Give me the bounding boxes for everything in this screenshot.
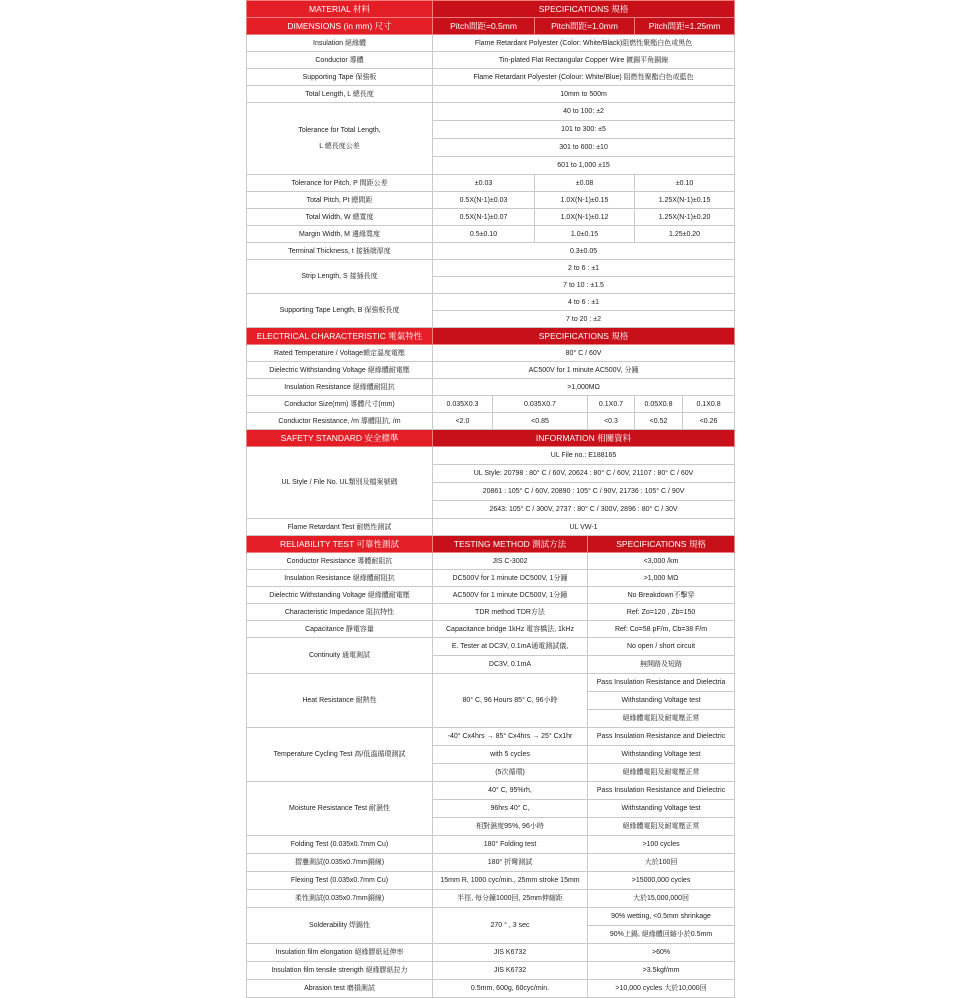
row-label: Insulation Resistance 絕緣體耐阻抗 <box>247 379 433 396</box>
row-spec: >3.5kgf/mm <box>588 962 735 980</box>
pitch-row <box>247 175 735 192</box>
continuity-row <box>247 638 735 656</box>
row-label: Folding Test (0.035x0.7mm Cu) <box>247 836 433 854</box>
row-value: 301 to 600: ±10 <box>433 139 735 157</box>
row-label: Conductor Size(mm) 導體尺寸(mm) <box>247 396 433 413</box>
reliability-row <box>247 587 735 604</box>
spec-table <box>246 0 735 998</box>
row-spec: 大於15,000,000回 <box>588 890 735 908</box>
row-label: Conductor Resistance 導體耐阻抗 <box>247 553 433 570</box>
conductor-resistance-row <box>247 413 735 430</box>
row-value: 1.25±0.20 <box>635 226 735 243</box>
row-value: Flame Retardant Polyester (Color: White/Black)阻燃性聚酯白色或黑色 <box>433 35 735 52</box>
row-method: (5次循環) <box>433 764 588 782</box>
row-value: <0.3 <box>588 413 635 430</box>
electrical-row <box>247 362 735 379</box>
row-label: Total Width, W 總寬度 <box>247 209 433 226</box>
row-spec: 絕緣體電阻及耐電壓正常 <box>588 710 735 728</box>
heat-row <box>247 674 735 692</box>
row-spec: Withstanding Voltage test <box>588 746 735 764</box>
row-label: 摺疊測試(0.035x0.7mm銅線) <box>247 854 433 872</box>
row-value: 1.0X(N-1)±0.12 <box>535 209 635 226</box>
row-value: 40 to 100: ±2 <box>433 103 735 121</box>
row-label: Temperature Cycling Test 高/低溫循環測試 <box>247 728 433 782</box>
row-spec: 絕緣體電阻及耐電壓正常 <box>588 818 735 836</box>
row-spec: 90% wetting, <0.5mm shrinkage <box>588 908 735 926</box>
row-value: ±0.03 <box>433 175 535 192</box>
testing-method-header: TESTING METHOD 測試方法 <box>433 536 588 553</box>
row-spec: 無開路及短路 <box>588 656 735 674</box>
tolerance-length-label <box>247 103 433 175</box>
row-spec: No open / short circuit <box>588 638 735 656</box>
row-label: Flame Retardant Test 耐燃性測試 <box>247 519 433 536</box>
reliability-header: RELIABILITY TEST 可靠性測試 <box>247 536 433 553</box>
reliability-row <box>247 553 735 570</box>
row-label: Continuity 通電測試 <box>247 638 433 674</box>
flexing-row <box>247 872 735 890</box>
material-spec-header: SPECIFICATIONS 規格 <box>433 1 735 18</box>
row-value: <0.52 <box>635 413 683 430</box>
dimensions-header-row <box>247 18 735 35</box>
row-spec: Pass Insulation Resistance and Dielectric <box>588 728 735 746</box>
tail-row <box>247 962 735 980</box>
reliability-spec-header: SPECIFICATIONS 規格 <box>588 536 735 553</box>
row-value: <2.0 <box>433 413 493 430</box>
row-value: 1.0X(N-1)±0.15 <box>535 192 635 209</box>
tail-row <box>247 980 735 998</box>
row-method: DC500V for 1 minute DC500V, 1分鐘 <box>433 570 588 587</box>
material-header-row <box>247 1 735 18</box>
row-value: Flame Retardant Polyester (Colour: White/Blue) 阻燃性聚酯白色或藍色 <box>433 69 735 86</box>
row-method: 相對濕度95%, 96小時 <box>433 818 588 836</box>
row-label: Conductor Resistance, /m 導體阻抗, /m <box>247 413 433 430</box>
pitch-row <box>247 209 735 226</box>
row-method: 半徑, 每分鐘1000回, 25mm伸縮距 <box>433 890 588 908</box>
row-value: UL VW-1 <box>433 519 735 536</box>
row-label: Supporting Tape 保強板 <box>247 69 433 86</box>
row-spec: Withstanding Voltage test <box>588 692 735 710</box>
row-label: UL Style / File No. UL類別及檔案號碼 <box>247 447 433 519</box>
row-value: 0.3±0.05 <box>433 243 735 260</box>
row-label: Terminal Thickness, t 接插端厚度 <box>247 243 433 260</box>
row-value: 1.25X(N-1)±0.20 <box>635 209 735 226</box>
row-spec: Ref: Co=58 pF/m, Cb=38 F/m <box>588 621 735 638</box>
row-value: 0.05X0.8 <box>635 396 683 413</box>
pitch-row <box>247 192 735 209</box>
row-label: Dielectric Withstanding Voltage 絕緣體耐電壓 <box>247 587 433 604</box>
row-method: 80° C, 96 Hours 85° C, 96小時 <box>433 674 588 728</box>
reliability-row <box>247 570 735 587</box>
row-spec: 大於100回 <box>588 854 735 872</box>
row-label: Margin Width, M 邊緣寬度 <box>247 226 433 243</box>
row-value: 1.0±0.15 <box>535 226 635 243</box>
row-label: Total Pitch, Pt 總間距 <box>247 192 433 209</box>
row-method: 96hrs 40° C, <box>433 800 588 818</box>
row-value: 10mm to 500m <box>433 86 735 103</box>
row-method: JIS C-3002 <box>433 553 588 570</box>
row-label: Rated Temperature / Voltage額定溫度電壓 <box>247 345 433 362</box>
row-value: <0.85 <box>493 413 588 430</box>
terminal-row <box>247 243 735 260</box>
row-value: 2 to 6 : ±1 <box>433 260 735 277</box>
row-value: 4 to 6 : ±1 <box>433 294 735 311</box>
reliability-row <box>247 604 735 621</box>
row-label: Insulation Resistance 絕緣體耐阻抗 <box>247 570 433 587</box>
tolerance-length-label-line1: Tolerance for Total Length, <box>298 127 381 135</box>
safety-header: SAFETY STANDARD 安全標準 <box>247 430 433 447</box>
row-value: <0.26 <box>683 413 735 430</box>
row-spec: >10,000 cycles 大於10,000回 <box>588 980 735 998</box>
row-spec: >60% <box>588 944 735 962</box>
material-row <box>247 52 735 69</box>
row-method: -40° Cx4hrs → 85° Cx4hrs → 25° Cx1hr <box>433 728 588 746</box>
safety-info-header: INFORMATION 相關資料 <box>433 430 735 447</box>
row-label: Characteristic Impedance 阻抗特性 <box>247 604 433 621</box>
pitch-10-header: Pitch間距=1.0mm <box>535 18 635 35</box>
row-spec: >100 cycles <box>588 836 735 854</box>
row-value: 0.035X0.3 <box>433 396 493 413</box>
row-method: AC500V for 1 minute DC500V, 1分鐘 <box>433 587 588 604</box>
row-label: Conductor 導體 <box>247 52 433 69</box>
material-row <box>247 86 735 103</box>
conductor-size-row <box>247 396 735 413</box>
support-length-row <box>247 294 735 311</box>
row-method: 0.5mm, 600g, 60cyc/min. <box>433 980 588 998</box>
row-method: 270 ° , 3 sec <box>433 908 588 944</box>
row-value: >1,000MΩ <box>433 379 735 396</box>
row-method: with 5 cycles <box>433 746 588 764</box>
flame-row <box>247 519 735 536</box>
tolerance-length-label-line2: L 總長度公差 <box>319 142 360 150</box>
row-label: Insulation film tensile strength 絕緣膠紙拉力 <box>247 962 433 980</box>
material-row <box>247 35 735 52</box>
row-value: 0.5±0.10 <box>433 226 535 243</box>
dimensions-header: DIMENSIONS (in mm) 尺寸 <box>247 18 433 35</box>
safety-header-row <box>247 430 735 447</box>
moisture-row <box>247 782 735 800</box>
strip-row <box>247 260 735 277</box>
material-row <box>247 69 735 86</box>
row-value: 7 to 10 : ±1.5 <box>433 277 735 294</box>
temp-cycling-row <box>247 728 735 746</box>
row-value: 601 to 1,000 ±15 <box>433 157 735 175</box>
row-label: Dielectric Withstanding Voltage 絕緣體耐電壓 <box>247 362 433 379</box>
row-label: Total Length, L 總長度 <box>247 86 433 103</box>
row-label: Insulation 絕緣體 <box>247 35 433 52</box>
pitch-05-header: Pitch間距=0.5mm <box>433 18 535 35</box>
row-method: 180° 折彎測試 <box>433 854 588 872</box>
material-header: MATERIAL 材料 <box>247 1 433 18</box>
row-value: 0.5X(N-1)±0.07 <box>433 209 535 226</box>
row-method: 40° C, 95%rh, <box>433 782 588 800</box>
row-method: Capacitance bridge 1kHz 電容橋法, 1kHz <box>433 621 588 638</box>
row-value: AC500V for 1 minute AC500V, 分鐘 <box>433 362 735 379</box>
row-label: Solderability 焊錫性 <box>247 908 433 944</box>
reliability-row <box>247 621 735 638</box>
row-spec: 90%上錫, 絕緣體回縮小於0.5mm <box>588 926 735 944</box>
row-method: E. Tester at DC3V, 0.1mA通電測試儀, <box>433 638 588 656</box>
row-value: 80° C / 60V <box>433 345 735 362</box>
ul-style-line: 20861 : 105° C / 60V, 20890 : 105° C / 90V, 21736 : 105° C / 90V <box>433 483 735 501</box>
row-value: 7 to 20 : ±2 <box>433 311 735 328</box>
reliability-header-row <box>247 536 735 553</box>
row-label: Moisture Resistance Test 耐濕性 <box>247 782 433 836</box>
electrical-header-row <box>247 328 735 345</box>
row-spec: No Breakdown不擊穿 <box>588 587 735 604</box>
row-method: TDR method TDR方法 <box>433 604 588 621</box>
row-method: 180° Folding test <box>433 836 588 854</box>
row-label: Abrasion test 磨損測試 <box>247 980 433 998</box>
row-label: Tolerance for Pitch, P 間距公差 <box>247 175 433 192</box>
row-label: Insulation film elongation 絕緣膠紙延伸率 <box>247 944 433 962</box>
row-spec: >15000,000 cycles <box>588 872 735 890</box>
ul-row <box>247 447 735 465</box>
ul-style-line: 2643: 105° C / 300V, 2737 : 80° C / 300V, 2896 : 80° C / 30V <box>433 501 735 519</box>
row-value: 0.5X(N-1)±0.03 <box>433 192 535 209</box>
tolerance-length-row <box>247 103 735 121</box>
row-value: 1.25X(N-1)±0.15 <box>635 192 735 209</box>
pitch-row <box>247 226 735 243</box>
row-label: Heat Resistance 耐熱性 <box>247 674 433 728</box>
row-value: ±0.10 <box>635 175 735 192</box>
row-value: ±0.08 <box>535 175 635 192</box>
row-method: 15mm R, 1000 cyc/min., 25mm stroke 15mm <box>433 872 588 890</box>
row-value: Tin-plated Flat Rectangular Copper Wire 鍍錫平角銅線 <box>433 52 735 69</box>
row-value: 0.035X0.7 <box>493 396 588 413</box>
row-method: JIS K6732 <box>433 944 588 962</box>
pitch-125-header: Pitch間距=1.25mm <box>635 18 735 35</box>
electrical-row <box>247 379 735 396</box>
row-label: Capacitance 靜電容量 <box>247 621 433 638</box>
row-spec: Ref: Zo=120 , Zb=150 <box>588 604 735 621</box>
row-value: 101 to 300: ±5 <box>433 121 735 139</box>
folding-row <box>247 836 735 854</box>
ul-style-line: UL Style: 20798 : 80° C / 60V, 20624 : 80° C / 60V, 21107 : 80° C / 60V <box>433 465 735 483</box>
row-spec: Pass Insulation Resistance and Dielectric <box>588 782 735 800</box>
row-method: JIS K6732 <box>433 962 588 980</box>
row-spec: Pass Insulation Resistance and Dielectria <box>588 674 735 692</box>
row-spec: Withstanding Voltage test <box>588 800 735 818</box>
row-label: Flexing Test (0.035x0.7mm Cu) <box>247 872 433 890</box>
row-label: Strip Length, S 接插長度 <box>247 260 433 294</box>
row-spec: <3,000 /km <box>588 553 735 570</box>
row-value: 0.1X0.7 <box>588 396 635 413</box>
row-value: 0.1X0.8 <box>683 396 735 413</box>
solderability-row <box>247 908 735 926</box>
row-method: DC3V, 0.1mA <box>433 656 588 674</box>
row-label: 柔性測試(0.035x0.7mm銅線) <box>247 890 433 908</box>
electrical-spec-header: SPECIFICATIONS 規格 <box>433 328 735 345</box>
electrical-row <box>247 345 735 362</box>
ul-file-no: UL File no.: E188165 <box>433 447 735 465</box>
row-spec: >1,000 MΩ <box>588 570 735 587</box>
tail-row <box>247 944 735 962</box>
row-label: Supporting Tape Length, B 保強板長度 <box>247 294 433 328</box>
electrical-header: ELECTRICAL CHARACTERISTIC 電氣特性 <box>247 328 433 345</box>
row-spec: 絕緣體電阻及耐電壓正常 <box>588 764 735 782</box>
